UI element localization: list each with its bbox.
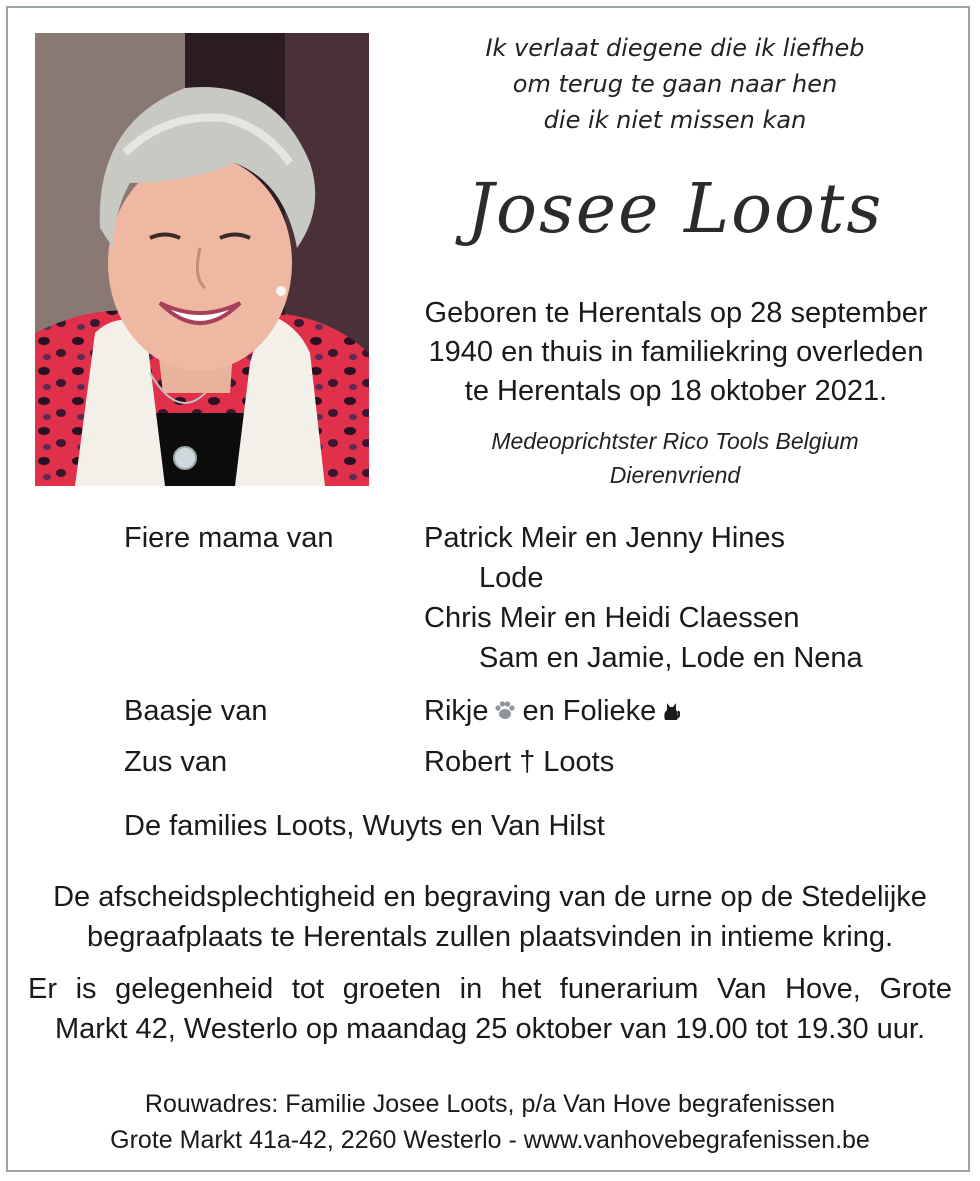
ceremony-text <box>28 877 952 957</box>
birth-line: Geboren te Herentals op 28 september <box>424 297 928 329</box>
grandchild-entry: Lode <box>479 562 544 594</box>
pets-entry <box>424 691 686 732</box>
ceremony-line: begraafplaats te Herentals zullen plaatsvinden in intieme kring. <box>86 921 894 953</box>
grandchild-entry: Sam en Jamie, Lode en Nena <box>479 642 863 674</box>
mother-label: Fiere mama van <box>124 522 334 554</box>
mourning-address <box>28 1086 952 1158</box>
visitation-line: Markt 42, Westerlo op maandag 25 oktober van 19.00 tot 19.30 uur. <box>54 1013 925 1045</box>
pet-connector: en Folieke <box>522 695 657 727</box>
visitation-text <box>28 969 952 1049</box>
visitation-line: Er is gelegenheid tot groeten in het funerarium Van Hove, Grote <box>28 973 952 1005</box>
owner-label: Baasje van <box>124 695 268 727</box>
birth-line: te Herentals op 18 oktober 2021. <box>464 375 888 407</box>
memorial-quote <box>420 30 930 138</box>
child-entry: Patrick Meir en Jenny Hines <box>424 522 786 554</box>
quote-line: Ik verlaat diegene die ik liefheb <box>485 34 865 62</box>
paw-icon <box>494 692 516 732</box>
address-line: Rouwadres: Familie Josee Loots, p/a Van Hove begrafenissen <box>144 1090 836 1118</box>
quote-line: die ik niet missen kan <box>543 106 807 134</box>
birth-line: 1940 en thuis in familiekring overleden <box>428 336 924 368</box>
roles <box>420 424 930 492</box>
sister-label: Zus van <box>124 746 228 778</box>
sibling-entry: Robert † Loots <box>424 746 615 778</box>
role-line: Medeoprichtster Rico Tools Belgium <box>491 428 859 454</box>
cat-icon <box>662 692 680 732</box>
pet-name: Rikje <box>424 695 489 727</box>
role-line: Dierenvriend <box>609 462 741 488</box>
portrait-photo <box>35 33 369 486</box>
address-line: Grote Markt 41a-42, 2260 Westerlo - www.vanhovebegrafenissen.be <box>110 1126 870 1154</box>
child-entry: Chris Meir en Heidi Claessen <box>424 602 800 634</box>
ceremony-line: De afscheidsplechtigheid en begraving van de urne op de Stedelijke <box>53 881 927 913</box>
families-line: De families Loots, Wuyts en Van Hilst <box>124 810 605 842</box>
deceased-name: Josee Loots <box>466 170 884 249</box>
birth-death-info <box>398 294 954 411</box>
quote-line: om terug te gaan naar hen <box>512 70 838 98</box>
